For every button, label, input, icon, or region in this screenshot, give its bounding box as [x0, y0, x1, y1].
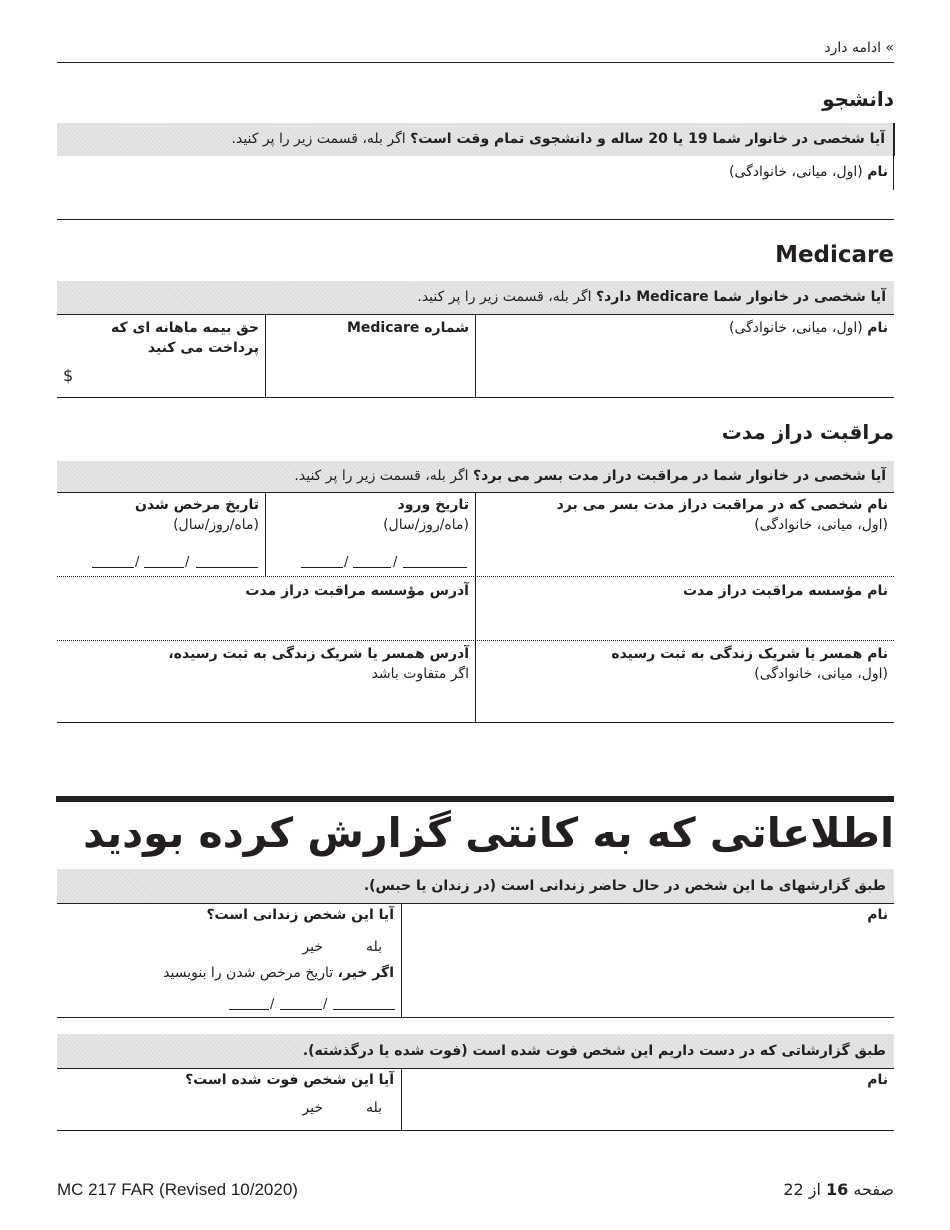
student-question-tail: اگر بله، قسمت زیر را پر کنید. [231, 131, 406, 147]
prison-divider [401, 903, 402, 1017]
of-word: از [808, 1180, 821, 1199]
student-question-bar [57, 123, 895, 156]
prison-no-option[interactable]: خیر [302, 939, 323, 955]
reported-heavy-rule [56, 796, 894, 802]
prison-question-bar: طبق گزارشهای ما این شخص در حال حاضر زندانی است (در زندان یا حبس). [57, 869, 894, 903]
medicare-name-hint: (اول، میانی، خانوادگی) [729, 320, 863, 336]
ltc-question-bar [57, 461, 894, 492]
deceased-divider [401, 1068, 402, 1130]
header-rule [57, 62, 894, 63]
release-date-slash: / [185, 555, 190, 570]
reported-title: اطلاعاتی که به کانتی گزارش کرده بودید [83, 809, 894, 857]
release-date-day-blank[interactable] [144, 567, 184, 568]
deceased-yes-option[interactable]: بله [365, 1100, 382, 1116]
entry-date-slash: / [393, 555, 398, 570]
student-name-hint: (اول، میانی، خانوادگی) [729, 164, 863, 180]
deceased-top-rule [57, 1068, 894, 1069]
ltc-person-label: نام شخصی که در مراقبت دراز مدت بسر می برد [556, 497, 888, 513]
entry-date-day-blank[interactable] [353, 567, 391, 568]
ltc-facility-name-field[interactable]: نام مؤسسه مراقبت دراز مدت [682, 583, 888, 599]
medicare-premium-field[interactable] [63, 366, 253, 387]
student-bottom-rule [57, 219, 894, 220]
ltc-person-hint: (اول، میانی، خانوادگی) [754, 517, 888, 533]
medicare-premium-label: حق بیمه ماهانه ای که پرداخت می کنید [111, 320, 259, 356]
release-note-bold: اگر خیر، [337, 965, 394, 981]
student-name-label: نام [867, 164, 888, 180]
medicare-title: Medicare [775, 242, 894, 268]
ltc-question-tail: اگر بله، قسمت زیر را پر کنید. [294, 468, 469, 484]
ltc-bottom-rule [57, 722, 894, 723]
ltc-spouse-address-field[interactable] [69, 644, 469, 684]
prison-release-year-blank[interactable] [229, 1009, 269, 1010]
ltc-divider-2 [265, 492, 266, 577]
prison-status-label: آیا این شخص زندانی است؟ [206, 907, 394, 923]
ltc-entry-hint: (ماه/روز/سال) [383, 517, 469, 533]
student-question: آیا شخصی در خانوار شما 19 یا 20 ساله و دانشجوی تمام وقت است؟ [410, 131, 885, 147]
deceased-no-option[interactable]: خیر [302, 1100, 323, 1116]
ltc-question: آیا شخصی در خانوار شما در مراقبت دراز مدت بسر می برد؟ [473, 468, 886, 484]
continued-note: » ادامه دارد [824, 40, 894, 56]
entry-date-slash: / [344, 555, 349, 570]
page-word: صفحه [853, 1180, 894, 1199]
prison-release-slash: / [270, 997, 275, 1012]
medicare-divider-1 [475, 314, 476, 398]
ltc-title: مراقبت دراز مدت [721, 420, 894, 444]
deceased-name-field[interactable]: نام [867, 1072, 888, 1088]
deceased-bottom-rule [57, 1130, 894, 1131]
prison-release-month-blank[interactable] [333, 1009, 395, 1010]
prison-top-rule [57, 903, 894, 904]
ltc-spouse-address-hint: اگر متفاوت باشد [371, 666, 469, 682]
ltc-person-field[interactable] [488, 495, 888, 535]
release-note-tail: تاریخ مرخص شدن را بنویسید [163, 965, 334, 981]
student-name-rule [893, 156, 894, 190]
medicare-divider-2 [265, 314, 266, 398]
ltc-spouse-name-label: نام همسر یا شریک زندگی به ثبت رسیده [611, 646, 888, 662]
deceased-question-bar: طبق گزارشاتی که در دست داریم این شخص فوت شده است (فوت شده یا درگذشته). [57, 1034, 894, 1068]
ltc-spouse-address-label: آدرس همسر یا شریک زندگی به ثبت رسیده، [168, 646, 469, 662]
ltc-release-hint: (ماه/روز/سال) [173, 517, 259, 533]
prison-release-day-blank[interactable] [280, 1009, 322, 1010]
deceased-status-label: آیا این شخص فوت شده است؟ [185, 1072, 394, 1088]
entry-date-year-blank[interactable] [301, 567, 343, 568]
medicare-question: آیا شخصی در خانوار شما Medicare دارد؟ [595, 289, 886, 305]
form-id: MC 217 FAR (Revised 10/2020) [57, 1180, 298, 1199]
ltc-spouse-name-field[interactable] [488, 644, 888, 684]
prison-name-field[interactable]: نام [867, 907, 888, 923]
entry-date-month-blank[interactable] [403, 567, 467, 568]
ltc-divider-1 [475, 492, 476, 722]
release-date-month-blank[interactable] [196, 567, 258, 568]
ltc-facility-address-field[interactable]: آدرس مؤسسه مراقبت دراز مدت [245, 583, 469, 599]
release-date-slash: / [135, 555, 140, 570]
ltc-row-rule-2 [57, 640, 894, 641]
medicare-question-bar [57, 281, 894, 314]
prison-yes-option[interactable]: بله [365, 939, 382, 955]
medicare-name-label: نام [867, 320, 888, 336]
medicare-number-field[interactable]: شماره Medicare [346, 320, 469, 336]
release-date-year-blank[interactable] [92, 567, 134, 568]
total-pages: 22 [783, 1180, 804, 1199]
medicare-question-tail: اگر بله، قسمت زیر را پر کنید. [417, 289, 592, 305]
prison-bottom-rule [57, 1017, 894, 1018]
ltc-entry-date-field[interactable] [279, 495, 469, 535]
prison-release-note [64, 963, 394, 983]
page-number: 16 [826, 1180, 849, 1199]
ltc-spouse-name-hint: (اول، میانی، خانوادگی) [754, 666, 888, 682]
ltc-row-rule-1 [57, 576, 894, 577]
prison-release-slash: / [323, 997, 328, 1012]
student-name-field[interactable] [288, 162, 888, 182]
ltc-entry-label: تاریخ ورود [397, 497, 469, 513]
medicare-bottom-rule [57, 397, 894, 398]
dollar-sign: $ [63, 366, 74, 385]
ltc-release-date-field[interactable] [63, 495, 259, 535]
medicare-name-field[interactable] [488, 318, 888, 338]
ltc-release-label: تاریخ مرخص شدن [134, 497, 259, 513]
student-title: دانشجو [822, 87, 894, 111]
page-indicator [594, 1179, 894, 1201]
